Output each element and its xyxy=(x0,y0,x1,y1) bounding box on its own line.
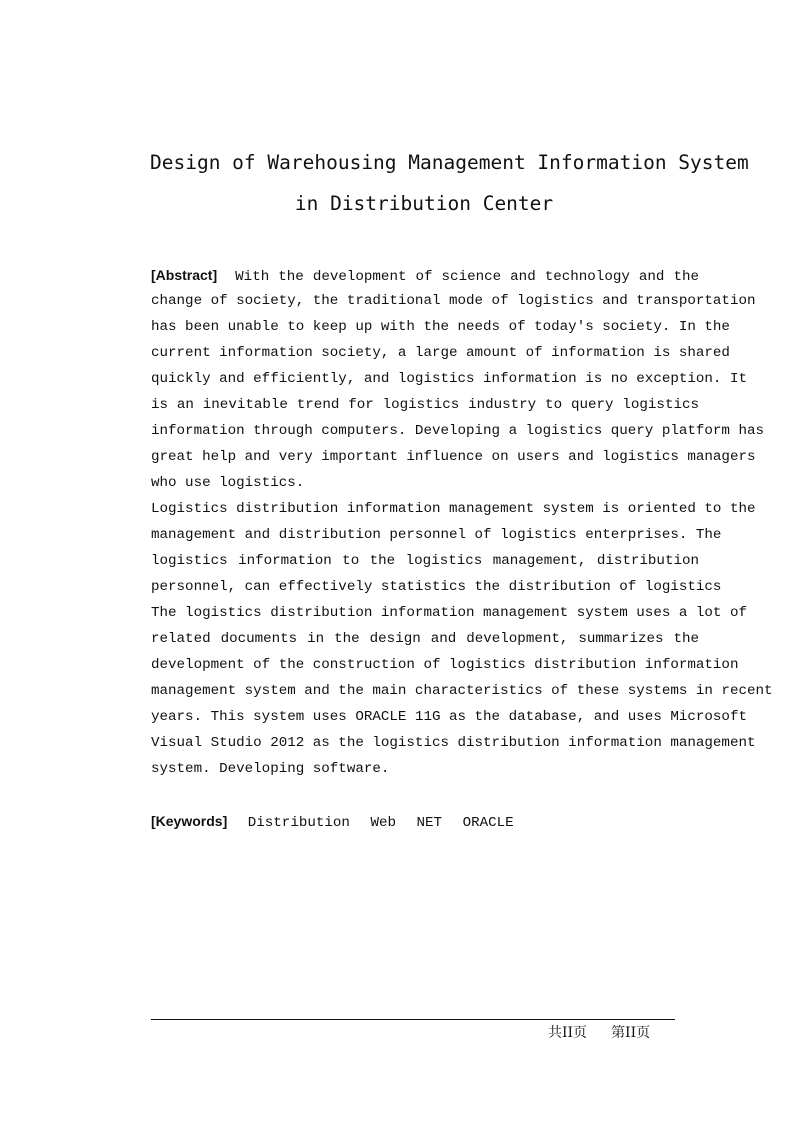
keywords-line xyxy=(151,808,699,836)
abstract-line: change of society, the traditional mode of logistics and transportation xyxy=(151,293,756,309)
abstract-line: is an inevitable trend for logistics industry to query logistics xyxy=(151,397,699,413)
abstract-line: great help and very important influence on users and logistics managers xyxy=(151,449,756,465)
total-pages: 共II页 xyxy=(548,1025,588,1041)
keyword-item: NET xyxy=(416,815,443,831)
title-line-2: in Distribution Center xyxy=(294,192,554,215)
abstract-line: The logistics distribution information management system uses a lot of xyxy=(151,605,747,621)
page-footer xyxy=(548,1022,650,1044)
abstract-line: personnel, can effectively statistics the distribution of logistics xyxy=(151,579,722,595)
abstract-line: related documents in the design and development, summarizes the xyxy=(151,631,699,647)
keywords-label: [Keywords] xyxy=(151,813,228,829)
abstract-line: development of the construction of logistics distribution information xyxy=(151,657,739,673)
keyword-item: ORACLE xyxy=(462,815,514,831)
abstract-body xyxy=(151,262,773,782)
abstract-line: management system and the main characteristics of these systems in recent xyxy=(151,683,773,699)
abstract-line: years. This system uses ORACLE 11G as the database, and uses Microsoft xyxy=(151,709,747,725)
abstract-line: quickly and efficiently, and logistics information is no exception. It xyxy=(151,371,747,387)
abstract-line: logistics information to the logistics management, distribution xyxy=(151,553,699,569)
abstract-line: system. Developing software. xyxy=(151,761,390,777)
abstract-line: has been unable to keep up with the needs of today's society. In the xyxy=(151,319,730,335)
abstract-line: who use logistics. xyxy=(151,475,305,491)
footer-divider xyxy=(151,1019,675,1020)
abstract-line: information through computers. Developing a logistics query platform has xyxy=(151,423,764,439)
paper-title xyxy=(150,142,749,224)
abstract-line: Logistics distribution information management system is oriented to the xyxy=(151,501,756,517)
title-line-1: Design of Warehousing Management Information System xyxy=(150,151,749,174)
keyword-item: Web xyxy=(370,815,396,831)
abstract-line: management and distribution personnel of logistics enterprises. The xyxy=(151,527,722,543)
abstract-label: [Abstract] xyxy=(151,267,218,283)
abstract-line: [Abstract] With the development of science and technology and the xyxy=(151,267,699,285)
abstract-line: current information society, a large amount of information is shared xyxy=(151,345,730,361)
abstract-line: Visual Studio 2012 as the logistics distribution information management xyxy=(151,735,756,751)
current-page: 第II页 xyxy=(611,1025,651,1041)
keyword-item: Distribution xyxy=(247,815,350,831)
